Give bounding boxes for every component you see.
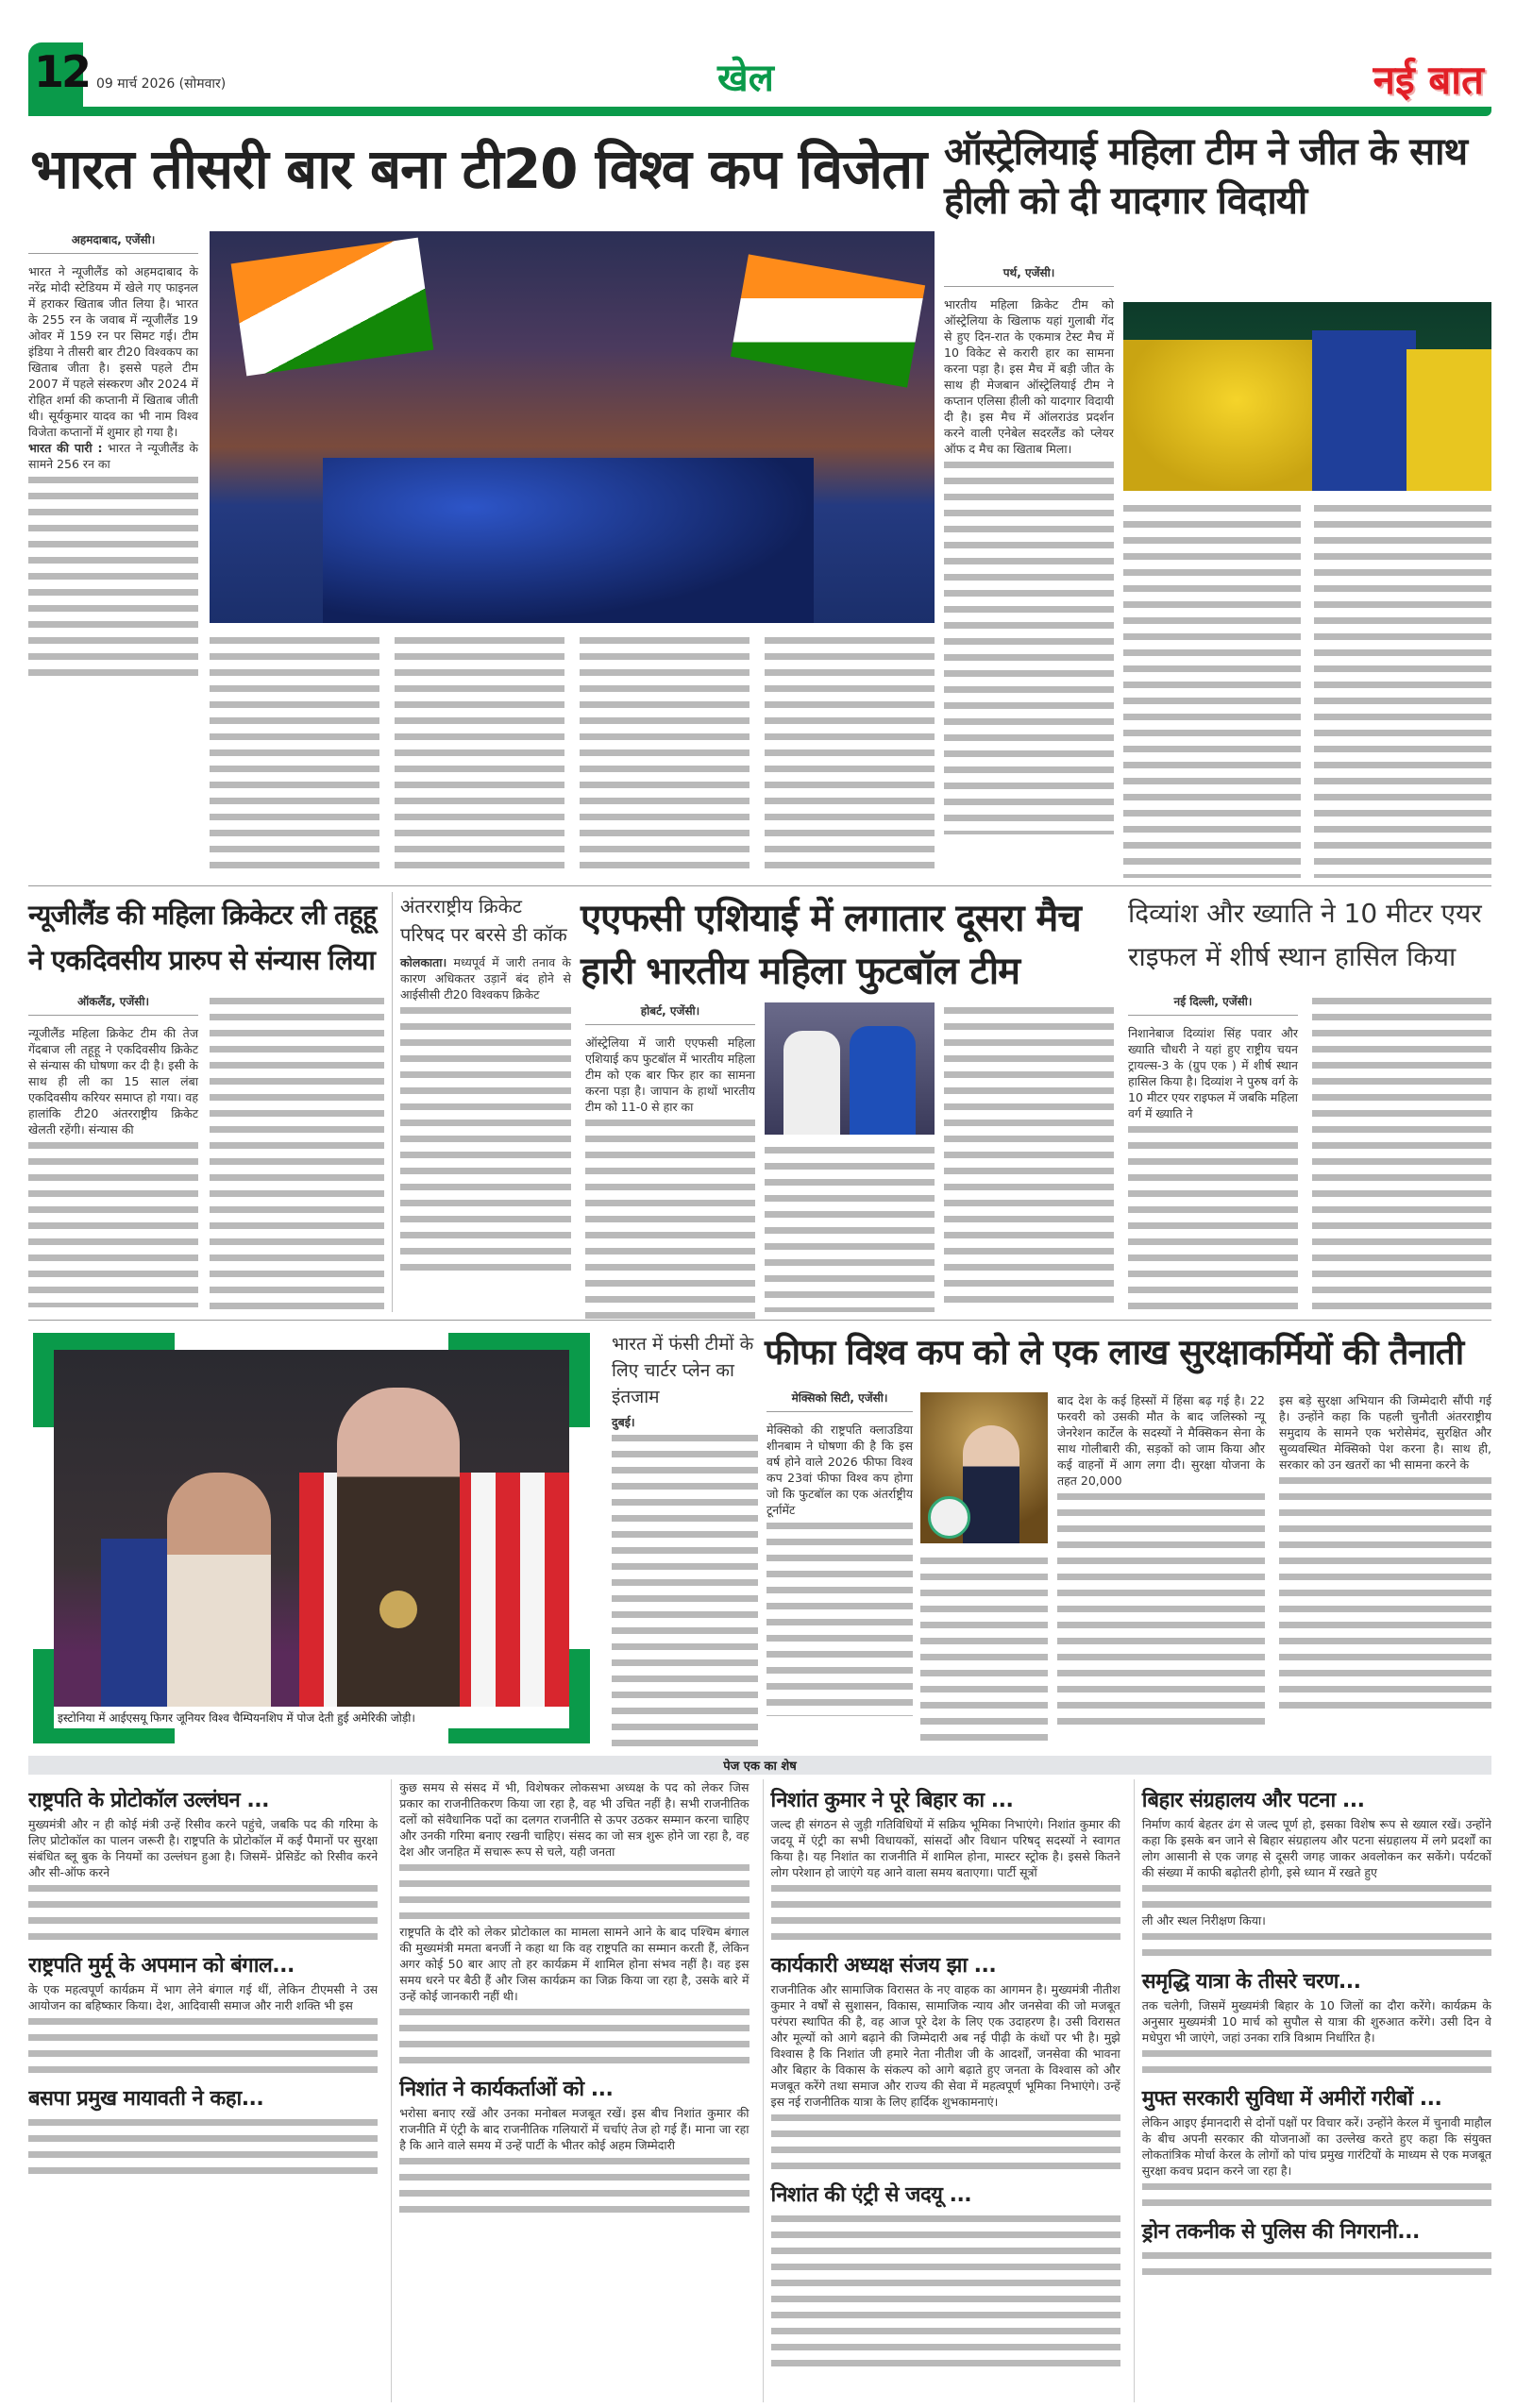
continued-paragraph: के एक महत्वपूर्ण कार्यक्रम में भाग लेने बंगाल गई थीं, लेकिन टीएमसी ने उस आयोजन का बहिष्कार किया। देश, आदिवासी समाज और नारी शक्ति भी इस bbox=[28, 1982, 379, 2012]
fifa-paragraph-3: इस बड़े सुरक्षा अभियान की जिम्मेदारी सौंपी गई है। उन्होंने कहा कि पहली चुनौती अंतरराष्ट्रीय समुदाय के सामने एक भरोसेमंद, सुरक्षित और सुव्यवस्थित मेक्सिको पेश करना है। साथ ही, सरकार को उन खतरों का भी सामना करने के bbox=[1279, 1393, 1491, 1472]
blue-jersey-player bbox=[1312, 330, 1416, 491]
afc-text-col-2 bbox=[765, 1142, 935, 1312]
fifa-paragraph-2: बाद देश के कई हिस्सों में हिंसा बढ़ गई है। 22 फरवरी को उसकी मौत के बाद जलिस्को न्यू जेनरेशन कार्टेल के सदस्यों ने मैक्सिकन सेना के साथ गोलीबारी की, सड़कों को जाम किया और कई वाहनों में आग लगा दी। सुरक्षा योजना के तहत 20,000 bbox=[1057, 1393, 1265, 1488]
flag-right bbox=[731, 254, 925, 387]
charter-headline: भारत में फंसी टीमों के लिए चार्टर प्लेन का इंतजाम bbox=[612, 1334, 754, 1407]
lead-text-columns bbox=[210, 632, 935, 878]
skating-photo bbox=[54, 1350, 569, 1707]
lead-subhead: भारत की पारी : bbox=[28, 441, 103, 455]
player-blue-kit bbox=[850, 1026, 916, 1135]
header-date: 09 मार्च 2026 (सोमवार) bbox=[96, 76, 227, 92]
continued-text-filler bbox=[1142, 2248, 1491, 2280]
continued-paragraph: तक चलेगी, जिसमें मुख्यमंत्री बिहार के 10 जिलों का दौरा करेंगे। कार्यक्रम के अनुसार मुख्यमंत्री 10 मार्च को सुपौल से यात्रा की शुरुआत करेंगे। उसी दिन वे मधेपुरा भी जाएंगे, जहां उनका रात्रि विश्राम निर्धारित है। bbox=[1141, 1998, 1491, 2045]
continued-paragraph: लेकिन आइए ईमानदारी से दोनों पक्षों पर विचार करें। उन्होंने केरल में चुनावी माहौल के बीच अपनी सरकार की योजनाओं का उल्लेख करते हुए कहा कि संयुक्त लोकतांत्रिक मोर्चा केरल के लोगों को पांच प्रमुख गारंटियों के माध्यम से एक मजबूत सुरक्षा कवच प्रदान करने जा रहा है। bbox=[1141, 2115, 1491, 2178]
skating-photo-frame bbox=[33, 1333, 590, 1743]
masthead-logo: नई बात bbox=[1373, 57, 1484, 103]
icc-text-continued bbox=[400, 1002, 571, 1276]
continued-band bbox=[28, 1756, 1491, 1775]
fifa-text-continued bbox=[766, 1518, 913, 1716]
continued-text-filler bbox=[28, 2114, 378, 2179]
india-celebration-photo bbox=[210, 231, 935, 623]
icc-headline: अंतरराष्ट्रीय क्रिकेट परिषद पर बरसे डी कॉक bbox=[400, 895, 567, 946]
continued-text-filler bbox=[771, 1880, 1120, 1945]
fifa-text-col-3 bbox=[1279, 1392, 1491, 1713]
continued-subhead: बिहार संग्रहालय और पटना ... bbox=[1141, 1789, 1365, 1812]
newzealand-headline: न्यूजीलैंड की महिला क्रिकेटर ली तहूहू ने एकदिवसीय प्रारुप से संन्यास लिया bbox=[28, 899, 377, 976]
newzealand-byline: ऑकलैंड, एजेंसी। bbox=[28, 993, 198, 1016]
australia-text-continued bbox=[944, 457, 1114, 834]
continued-text-filler bbox=[1142, 1880, 1491, 1912]
continued-subhead: मुफ्त सरकारी सुविधा में अमीरों गरीबों ... bbox=[1141, 2087, 1442, 2111]
continued-subhead: बसपा प्रमुख मायावती ने कहा... bbox=[28, 2087, 264, 2111]
shooting-text-col-2 bbox=[1312, 993, 1491, 1309]
continued-paragraph: राष्ट्रपति के दौरे को लेकर प्रोटोकाल का मामला सामने आने के बाद पश्चिम बंगाल की मुख्यमंत्री ममता बनर्जी ने कहा था कि वह राष्ट्रपति का सम्मान करती हैं, लेकिन अगर कोई 50 बार आए तो हर कार्यक्रम में शामिल होना संभव नहीं है। वह इस समय धरने पर बैठी हैं और जिस कार्यक्रम का जिक्र किया जा रहा है, उसके बारे में उन्हें कोई जानकारी नहीं थी। bbox=[399, 1925, 750, 2003]
fifa-text-continued-2 bbox=[1057, 1489, 1265, 1729]
lead-text-continued bbox=[28, 472, 198, 680]
continued-subhead: निशांत की एंट्री से जदयू ... bbox=[770, 2183, 972, 2207]
charter-text bbox=[612, 1430, 758, 1765]
australia-text-col bbox=[944, 264, 1114, 834]
continued-paragraph: ली और स्थल निरीक्षण किया। bbox=[1141, 1913, 1266, 1928]
continued-paragraph: जल्द ही संगठन से जुड़ी गतिविधियों में सक्रिय भूमिका निभाएंगे। निशांत कुमार की जदयू में एंट्री का सभी विधायकों, सांसदों और विधान परिषद् सदस्यों ने स्वागत किया है। यह निशांत का राजनीति में शामिल होना, मास्टर स्ट्रोक है। इससे कितने लोग परेशान हो जाएंगे यह आने वाला समय बताएगा। पार्टी सूत्रों bbox=[770, 1817, 1120, 1879]
continued-text-filler bbox=[771, 2211, 1120, 2371]
fifa-text-continued-3 bbox=[1279, 1473, 1491, 1713]
header-rule bbox=[28, 107, 1491, 116]
continued-subhead: निशांत ने कार्यकर्ताओं को ... bbox=[399, 2078, 614, 2101]
continued-subhead: राष्ट्रपति मुर्मू के अपमान को बंगाल... bbox=[28, 1954, 295, 1978]
australia-headline: ऑस्ट्रेलियाई महिला टीम ने जीत के साथ हीली को दी यादगार विदायी bbox=[944, 130, 1468, 223]
australia-team-photo bbox=[1123, 302, 1491, 491]
player-white-kit bbox=[783, 1031, 840, 1135]
skating-caption: इस्टोनिया में आईएसयू फिगर जूनियर विश्व चैम्पियनशिप में पोज देती हुई अमेरिकी जोड़ी। bbox=[54, 1707, 569, 1728]
continued-band-label: पेज एक का शेष bbox=[723, 1760, 797, 1774]
icc-brief bbox=[392, 892, 571, 1312]
fifa-text-under-photo bbox=[920, 1553, 1048, 1746]
shooting-headline: दिव्यांश और ख्याति ने 10 मीटर एयर राइफल में शीर्ष स्थान हासिल किया bbox=[1128, 898, 1482, 972]
football bbox=[928, 1496, 970, 1539]
continued-text-filler bbox=[28, 1880, 378, 1945]
continued-column bbox=[391, 1779, 749, 2402]
speaker-figure bbox=[963, 1425, 1019, 1543]
charter-brief bbox=[612, 1331, 758, 1765]
lead-subhead-para bbox=[28, 440, 198, 472]
page-header bbox=[28, 42, 1491, 116]
australia-paragraph: भारतीय महिला क्रिकेट टीम को ऑस्ट्रेलिया के खिलाफ यहां गुलाबी गेंद से हुए दिन-रात के एकमात्र टेस्ट मैच में 10 विकेट से करारी हार का सामना करना पड़ा है। इस मैच में बड़ी जीत के साथ ही मेजबान ऑस्ट्रेलियाई टीम ने कप्तान एलिसा हीली को यादगार विदायी दी है। इस मैच में ऑलराउंड प्रदर्शन करने वाली एनेबेल सदरलैंड को प्लेयर ऑफ द मैच का खिताब मिला। bbox=[944, 297, 1114, 456]
continued-text-filler bbox=[399, 2153, 749, 2217]
continued-columns bbox=[28, 1779, 1491, 2402]
australia-text-columns bbox=[1123, 500, 1491, 878]
flag-left bbox=[231, 238, 434, 377]
continued-column bbox=[763, 1779, 1120, 2402]
continued-paragraph: निर्माण कार्य बेहतर ढंग से जल्द पूर्ण हो, इसका विशेष रूप से ख्याल रखें। उन्होंने कहा कि इसके बन जाने से बिहार संग्रहालय और पटना संग्रहालय में लगे प्रदर्शों का लोग आसानी से एक जगह से दूसरी जगह जाकर अवलोकन कर सकेंगे। पर्यटकों की संख्या में काफी बढ़ोतरी होगी, इसे ध्यान में रखते हुए bbox=[1141, 1817, 1491, 1879]
continued-paragraph: मुख्यमंत्री और न ही कोई मंत्री उन्हें रिसीव करने पहुंचे, जबकि पद की गरिमा के लिए प्रोटोकॉल का पालन जरूरी है। राष्ट्रपति के प्रोटोकॉल में कई पैमानों पर सुरक्षा संबंधित ब्लू बुक के नियमों का उल्लंघन हुआ है। जिसमें- प्रेसिडेंट को रिसीव करने और सी-ऑफ करने bbox=[28, 1817, 379, 1879]
continued-text-filler bbox=[1142, 1928, 1491, 1961]
continued-paragraph: कुछ समय से संसद में भी, विशेषकर लोकसभा अध्यक्ष के पद को लेकर जिस प्रकार का राजनीतिकरण किया जा रहा है, वह भी उचित नहीं है। सभी राजनीतिक दलों को संवैधानिक पदों का दलगत राजनीति से ऊपर उठकर सम्मान करना चाहिए और उनकी गरिमा बनाए रखनी चाहिए। संसद का जो सत्र शुरू होने जा रहा है, वह देश और जनहित में सचारू रूप से चले, यही जनता bbox=[399, 1780, 750, 1859]
section-title: खेल bbox=[717, 57, 774, 100]
fifa-headline: फीफा विश्व कप को ले एक लाख सुरक्षाकर्मियों की तैनाती bbox=[765, 1332, 1464, 1372]
continued-subhead: कार्यकारी अध्यक्ष संजय झा ... bbox=[770, 1954, 997, 1978]
lead-paragraph-2: भारत ने न्यूजीलैंड के सामने 256 रन का bbox=[28, 441, 198, 471]
afc-paragraph: ऑस्ट्रेलिया में जारी एएफसी महिला एशियाई कप फुटबॉल में भारतीय महिला टीम को एक बार फिर हार का सामना करना पड़ा है। जापान के हाथों भारतीय टीम को 11-0 से हार का bbox=[585, 1036, 755, 1114]
yellow-jersey-player-right bbox=[1407, 349, 1491, 491]
afc-headline: एएफसी एशियाई में लगातार दूसरा मैच हारी भारतीय महिला फुटबॉल टीम bbox=[581, 897, 1081, 993]
fifa-text-col bbox=[766, 1389, 913, 1716]
lead-paragraph: भारत ने न्यूजीलैंड को अहमदाबाद के नरेंद्र मोदी स्टेडियम में खेले गए फाइनल में हराकर खिताब जीत लिया है। भारत के 255 रन के जवाब में न्यूजीलैंड 19 ओवर में 159 रन पर सिमट गई। टीम इंडिया ने तीसरी बार टी20 विश्वकप का खिताब जीता है। इससे पहले टीम 2007 में पहले संस्करण और 2024 में रोहित शर्मा की कप्तानी में खिताब जीती थी। सूर्यकुमार यादव का भी नाम विश्व विजेता कप्तानों में शुमार हो गया है। bbox=[28, 264, 198, 439]
continued-paragraph: राजनीतिक और सामाजिक विरासत के नए वाहक का आगमन है। मुख्यमंत्री नीतीश कुमार ने वर्षों से सुशासन, विकास, सामाजिक न्याय और जनसेवा की जो मजबूत परंपरा स्थापित की है, वह आज पूरे देश के लिए एक उदाहरण है। उसी विरासत और मूल्यों को आगे बढ़ाने की जिम्मेदारी अब नई पीढ़ी के कंधों पर भी है। मुझे विश्वास है कि निशांत जी हमारे नेता नीतीश जी के आदर्शों, जनसेवा की भावना और बिहार के विकास के संकल्प को आगे बढ़ाते हुए जनता के विश्वास को और मजबूत करेंगे तथा समाज और राज्य की सेवा में महत्वपूर्ण भूमिका निभाएंगे। उन्हें इस नई राजनीतिक यात्रा के लिए हार्दिक शुभकामनाएं। bbox=[770, 1982, 1120, 2109]
newzealand-text-continued bbox=[28, 1137, 198, 1307]
skater-woman bbox=[167, 1473, 271, 1707]
fifa-byline: मेक्सिको सिटी, एजेंसी। bbox=[766, 1389, 913, 1412]
row-divider bbox=[28, 885, 1491, 886]
page-number: 12 bbox=[34, 46, 90, 97]
continued-subhead: समृद्धि यात्रा के तीसरे चरण... bbox=[1141, 1970, 1361, 1994]
afc-byline: होबर्ट, एजेंसी। bbox=[585, 1002, 755, 1025]
icc-dateline: कोलकाता। bbox=[400, 955, 447, 969]
gold-medal bbox=[379, 1591, 417, 1628]
sheinbaum-photo bbox=[920, 1392, 1048, 1543]
afc-text-continued bbox=[585, 1115, 755, 1327]
continued-text-filler bbox=[399, 2004, 749, 2068]
continued-subhead: ड्रोन तकनीक से पुलिस की निगरानी... bbox=[1141, 2220, 1420, 2244]
afc-football-photo bbox=[765, 1002, 935, 1135]
shooting-text-continued bbox=[1128, 1121, 1298, 1310]
shooting-paragraph: निशानेबाज दिव्यांश सिंह पवार और ख्याति चौधरी ने यहां हुए राष्ट्रीय चयन ट्रायल्स-3 के (ग्रुप एक ) में शीर्ष स्थान हासिल किया है। दिव्यांश ने पुरुष वर्ग के 10 मीटर एयर राइफल में जबकि महिला वर्ग में ख्याति ने bbox=[1128, 1026, 1298, 1120]
skater-man bbox=[337, 1388, 460, 1707]
shooting-text-col bbox=[1128, 993, 1298, 1310]
fifa-text-col-2 bbox=[1057, 1392, 1265, 1729]
continued-text-filler bbox=[771, 2110, 1120, 2174]
icc-paragraph: मध्यपूर्व में जारी तनाव के कारण अधिकतर उड़ानें बंद होने से आईसीसी टी20 विश्वकप क्रिकेट bbox=[400, 955, 571, 1002]
lead-byline: अहमदाबाद, एजेंसी। bbox=[28, 231, 198, 254]
player-jerseys bbox=[323, 458, 814, 623]
continued-text-filler bbox=[28, 2013, 378, 2078]
row-divider-2 bbox=[28, 1320, 1491, 1321]
fifa-paragraph: मेक्सिको की राष्ट्रपति क्लाउडिया शीनबाम ने घोषणा की है कि इस वर्ष होने वाले 2026 फीफा विश्व कप 23वां फीफा विश्व कप होगा जो कि फुटबॉल का एक अंतर्राष्ट्रीय टूर्नामेंट bbox=[766, 1423, 913, 1517]
newzealand-paragraph: न्यूजीलैंड महिला क्रिकेट टीम की तेज गेंदबाज ली तहूहू ने एकदिवसीय क्रिकेट से संन्यास की घोषणा कर दी है। इसी के साथ ही ली का 15 साल लंबा एकदिवसीय करियर समाप्त हो गया। वह हालांकि टी20 अंतरराष्ट्रीय क्रिकेट खेलती रहेंगी। संन्यास की bbox=[28, 1026, 198, 1137]
afc-text-col-3 bbox=[944, 1002, 1114, 1312]
lead-byline-col bbox=[28, 231, 198, 680]
lead-headline: भारत तीसरी बार बना टी20 विश्व कप विजेता bbox=[30, 137, 927, 201]
continued-column bbox=[1134, 1779, 1491, 2402]
afc-text-col bbox=[585, 1002, 755, 1327]
continued-text-filler bbox=[1142, 2046, 1491, 2078]
continued-text-filler bbox=[1142, 2179, 1491, 2211]
australia-byline: पर्थ, एजेंसी। bbox=[944, 264, 1114, 287]
charter-dateline: दुबई। bbox=[612, 1415, 635, 1429]
newzealand-text-col bbox=[28, 993, 198, 1307]
continued-paragraph: भरोसा बनाए रखें और उनका मनोबल मजबूत रखें। इस बीच निशांत कुमार की राजनीति में एंट्री के बाद राजनीतिक गलियारों में चर्चाएं तेज हो गई हैं। माना जा रहा है कि आने वाले समय में उन्हें पार्टी के भीतर कोई अहम जिम्मेदारी bbox=[399, 2106, 750, 2152]
continued-column bbox=[28, 1779, 378, 2402]
continued-subhead: राष्ट्रपति के प्रोटोकॉल उल्लंघन ... bbox=[28, 1789, 270, 1812]
shooting-byline: नई दिल्ली, एजेंसी। bbox=[1128, 993, 1298, 1016]
continued-subhead: निशांत कुमार ने पूरे बिहार का ... bbox=[770, 1789, 1014, 1812]
continued-text-filler bbox=[399, 1860, 749, 1924]
newzealand-text-col-2 bbox=[210, 993, 384, 1309]
